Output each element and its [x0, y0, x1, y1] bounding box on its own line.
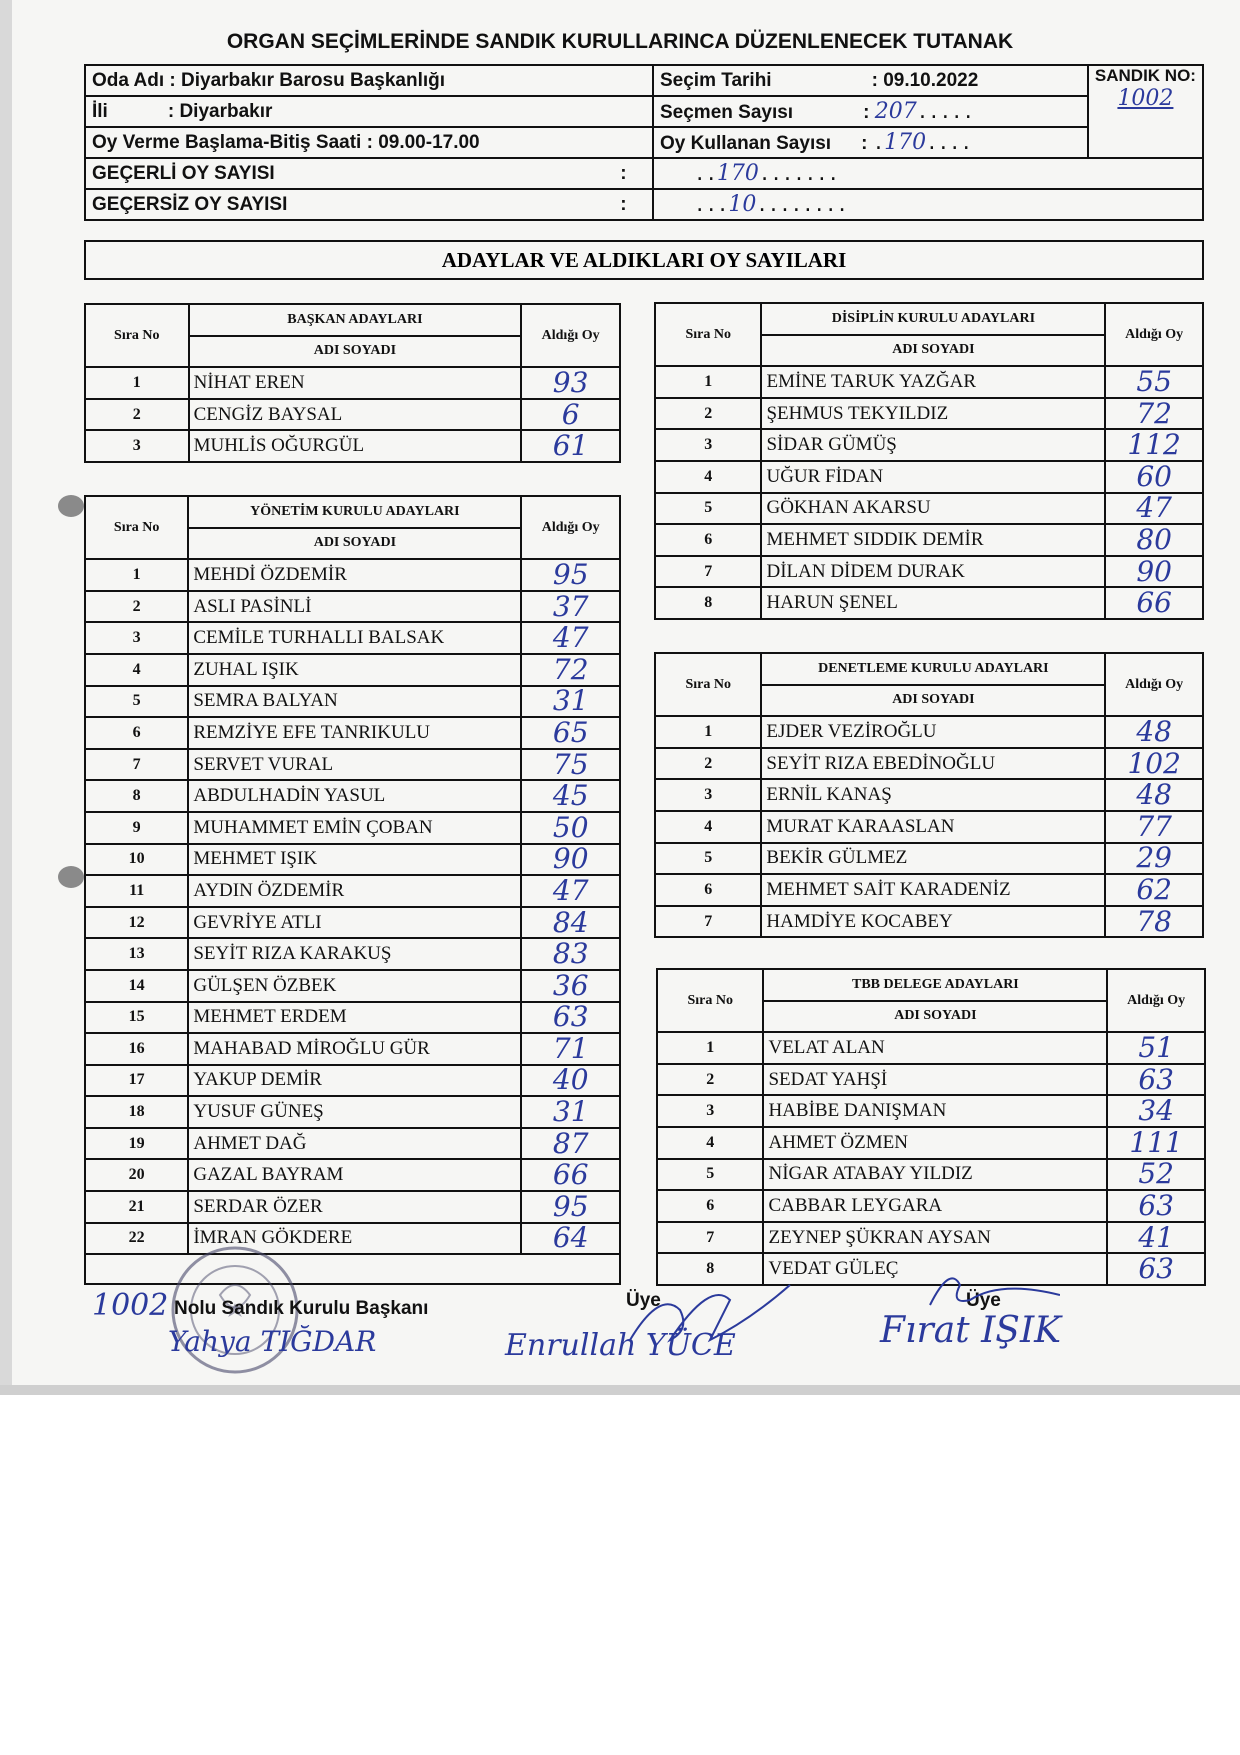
- candidate-votes: 72: [521, 654, 620, 686]
- candidate-name: SEMRA BALYAN: [188, 686, 521, 718]
- candidate-name: CABBAR LEYGARA: [763, 1190, 1107, 1222]
- candidate-votes: 31: [521, 686, 620, 718]
- sandik-no-handwritten: 1002: [92, 1288, 169, 1323]
- candidate-no: 2: [655, 748, 761, 780]
- candidate-no: 22: [85, 1223, 188, 1255]
- candidate-votes: 78: [1105, 906, 1203, 938]
- candidate-row: [85, 1065, 620, 1097]
- candidate-votes: 47: [521, 875, 620, 907]
- il-cell: İli : Diyarbakır: [85, 96, 653, 127]
- candidate-name: GÜLŞEN ÖZBEK: [188, 970, 521, 1002]
- sandik-no-value: 1002: [1117, 86, 1174, 111]
- candidate-no: 3: [85, 430, 189, 462]
- candidate-name: CENGİZ BAYSAL: [189, 399, 522, 431]
- candidate-no: 8: [657, 1253, 763, 1285]
- candidate-row: [85, 749, 620, 781]
- candidate-name: ASLI PASİNLİ: [188, 591, 521, 623]
- candidate-no: 3: [655, 779, 761, 811]
- candidate-name: BEKİR GÜLMEZ: [761, 843, 1105, 875]
- candidate-name: SEYİT RIZA KARAKUŞ: [188, 938, 521, 970]
- candidate-votes: 48: [1105, 716, 1203, 748]
- uye2-signature-scribble: [920, 1265, 1060, 1325]
- candidate-votes: 102: [1105, 748, 1203, 780]
- document-title: ORGAN SEÇİMLERİNDE SANDIK KURULLARINCA DÜZENLENECEK TUTANAK: [226, 30, 1014, 53]
- candidate-votes: 55: [1105, 366, 1203, 398]
- candidate-row: [85, 812, 620, 844]
- candidate-row: [85, 717, 620, 749]
- candidate-no: 14: [85, 970, 188, 1002]
- candidate-name: MEHDİ ÖZDEMİR: [188, 559, 521, 591]
- uye1-signature-scribble: [620, 1280, 800, 1360]
- candidate-row: [655, 366, 1203, 398]
- candidate-votes: 95: [521, 559, 620, 591]
- candidate-no: 12: [85, 907, 188, 939]
- candidate-votes: 64: [521, 1223, 620, 1255]
- baskan-signature-label: Nolu Sandık Kurulu Başkanı: [174, 1298, 429, 1319]
- candidate-row: [657, 1190, 1205, 1222]
- candidate-row: [85, 844, 620, 876]
- candidate-row: [655, 748, 1203, 780]
- candidate-row: [85, 1191, 620, 1223]
- candidate-no: 3: [85, 622, 188, 654]
- candidate-name: UĞUR FİDAN: [761, 461, 1105, 493]
- candidate-name: YUSUF GÜNEŞ: [188, 1096, 521, 1128]
- candidate-row: [655, 587, 1203, 619]
- candidate-name: SERVET VURAL: [188, 749, 521, 781]
- gecerli-label-cell: GEÇERLİ OY SAYISI: [85, 158, 614, 189]
- candidate-row: [657, 1032, 1205, 1064]
- candidate-votes: 60: [1105, 461, 1203, 493]
- candidate-no: 4: [657, 1127, 763, 1159]
- candidate-name: GÖKHAN AKARSU: [761, 493, 1105, 525]
- candidate-no: 20: [85, 1159, 188, 1191]
- candidate-row: [657, 1064, 1205, 1096]
- tbb-table: Sıra No TBB DELEGE ADAYLARI Aldığı Oy ADI SOYADI 1 VELAT ALAN 51 2 SEDAT YAHŞİ 63 3 HABİBE DANIŞMAN 34 4 AHMET ÖZMEN 111 5 NİGAR ATABAY YILDIZ 52 6 CABBAR LEYGARA 63 7 ZEYNEP ŞÜKRAN AYSAN 41 8 VEDAT GÜLEÇ 63: [656, 968, 1206, 1286]
- candidate-no: 21: [85, 1191, 188, 1223]
- gecerli-value-cell: ..170.......: [653, 158, 1203, 189]
- candidate-row: [85, 1128, 620, 1160]
- candidate-no: 13: [85, 938, 188, 970]
- candidate-no: 5: [657, 1159, 763, 1191]
- yonetim-table: Sıra No YÖNETİM KURULU ADAYLARI Aldığı Oy ADI SOYADI 1 MEHDİ ÖZDEMİR 95 2 ASLI PASİNLİ 37 3 CEMİLE TURHALLI BALSAK 47 4 ZUHAL IŞIK 72 5 SEMRA BALYAN 31 6 REMZİYE EFE TANRIKULU 65 7 SERVET VURAL 75 8 ABDULHADİN YASUL 45 9 MUHAMMET EMİN ÇOBAN 50 10 MEHMET IŞIK 90 11 AYDIN ÖZDEMİR 47 12 GEVRİYE ATLI 84 13 SEYİT RIZA KARAKUŞ 83 14 GÜLŞEN ÖZBEK 36 15 MEHMET ERDEM 63 16 MAHABAD MİROĞLU GÜR 71 17 YAKUP DEMİR 40 18 YUSUF GÜNEŞ 31 19 AHMET DAĞ 87 20 GAZAL BAYRAM 66 21 SERDAR ÖZER 95 22 İMRAN GÖKDERE 64: [84, 495, 621, 1285]
- candidate-row: [655, 524, 1203, 556]
- candidate-row: [655, 398, 1203, 430]
- scan-edge: [0, 1385, 1240, 1395]
- candidate-name: DİLAN DİDEM DURAK: [761, 556, 1105, 588]
- gecersiz-label-cell: GEÇERSİZ OY SAYISI: [85, 189, 614, 220]
- candidate-votes: 66: [1105, 587, 1203, 619]
- candidate-row: [85, 970, 620, 1002]
- candidate-votes: 36: [521, 970, 620, 1002]
- candidate-votes: 95: [521, 1191, 620, 1223]
- candidate-no: 10: [85, 844, 188, 876]
- candidate-no: 7: [657, 1222, 763, 1254]
- candidate-name: MAHABAD MİROĞLU GÜR: [188, 1033, 521, 1065]
- candidate-no: 6: [85, 717, 188, 749]
- candidate-name: EJDER VEZİROĞLU: [761, 716, 1105, 748]
- candidate-no: 5: [655, 843, 761, 875]
- candidate-no: 4: [85, 654, 188, 686]
- candidate-votes: 75: [521, 749, 620, 781]
- candidate-no: 8: [85, 780, 188, 812]
- candidate-row: [657, 1095, 1205, 1127]
- candidate-name: VEDAT GÜLEÇ: [763, 1253, 1107, 1285]
- candidate-row: [655, 874, 1203, 906]
- candidate-votes: 90: [521, 844, 620, 876]
- candidate-no: 4: [655, 811, 761, 843]
- candidate-name: İMRAN GÖKDERE: [188, 1223, 521, 1255]
- uye2-signature-label: Üye: [966, 1290, 1001, 1311]
- section-title: ADAYLAR VE ALDIKLARI OY SAYILARI: [84, 240, 1204, 280]
- candidate-no: 2: [85, 399, 189, 431]
- secmen-cell: Seçmen Sayısı : 207.....: [653, 96, 1088, 127]
- candidate-name: SİDAR GÜMÜŞ: [761, 429, 1105, 461]
- kullanan-cell: Oy Kullanan Sayısı : .170....: [653, 127, 1088, 158]
- candidate-name: CEMİLE TURHALLI BALSAK: [188, 622, 521, 654]
- disiplin-table: Sıra No DİSİPLİN KURULU ADAYLARI Aldığı Oy ADI SOYADI 1 EMİNE TARUK YAZĞAR 55 2 ŞEHMUS TEKYILDIZ 72 3 SİDAR GÜMÜŞ 112 4 UĞUR FİDAN 60 5 GÖKHAN AKARSU 47 6 MEHMET SIDDIK DEMİR 80 7 DİLAN DİDEM DURAK 90 8 HARUN ŞENEL 66: [654, 302, 1204, 620]
- candidate-votes: 50: [521, 812, 620, 844]
- candidate-no: 1: [655, 716, 761, 748]
- candidate-no: 3: [655, 429, 761, 461]
- punch-hole: [58, 866, 84, 888]
- header-table: Oda Adı : Diyarbakır Barosu Başkanlığı Seçim Tarihi : 09.10.2022 SANDIK NO: 1002 İli : Diyarbakır Seçmen Sayısı : 207..... Oy Verme Başlama-Bitiş Saati : 09.00-17.00 Oy Kullanan Sayısı : .170.... GEÇERLİ OY SAYISI : ..170....... GEÇERSİZ OY SAYISI : ...10........: [84, 64, 1204, 221]
- candidate-name: ABDULHADİN YASUL: [188, 780, 521, 812]
- candidate-votes: 37: [521, 591, 620, 623]
- candidate-name: MURAT KARAASLAN: [761, 811, 1105, 843]
- candidate-row: [657, 1222, 1205, 1254]
- candidate-row: [85, 938, 620, 970]
- candidate-row: [657, 1159, 1205, 1191]
- candidate-votes: 31: [521, 1096, 620, 1128]
- candidate-no: 3: [657, 1095, 763, 1127]
- candidate-name: VELAT ALAN: [763, 1032, 1107, 1064]
- candidate-votes: 65: [521, 717, 620, 749]
- denetleme-table: Sıra No DENETLEME KURULU ADAYLARI Aldığı Oy ADI SOYADI 1 EJDER VEZİROĞLU 48 2 SEYİT RIZA EBEDİNOĞLU 102 3 ERNİL KANAŞ 48 4 MURAT KARAASLAN 77 5 BEKİR GÜLMEZ 29 6 MEHMET SAİT KARADENİZ 62 7 HAMDİYE KOCABEY 78: [654, 652, 1204, 938]
- candidate-row: [655, 906, 1203, 938]
- candidate-no: 8: [655, 587, 761, 619]
- candidate-votes: 34: [1107, 1095, 1205, 1127]
- candidate-votes: 63: [1107, 1253, 1205, 1285]
- candidate-name: MEHMET SAİT KARADENİZ: [761, 874, 1105, 906]
- candidate-row: [655, 429, 1203, 461]
- candidate-name: EMİNE TARUK YAZĞAR: [761, 366, 1105, 398]
- candidate-no: 7: [655, 556, 761, 588]
- candidate-name: ERNİL KANAŞ: [761, 779, 1105, 811]
- candidate-no: 1: [85, 367, 189, 399]
- candidate-votes: 83: [521, 938, 620, 970]
- candidate-no: 1: [655, 366, 761, 398]
- candidate-no: 1: [85, 559, 188, 591]
- candidate-votes: 62: [1105, 874, 1203, 906]
- candidate-row: [85, 367, 620, 399]
- candidate-name: YAKUP DEMİR: [188, 1065, 521, 1097]
- candidate-name: NİGAR ATABAY YILDIZ: [763, 1159, 1107, 1191]
- candidate-row: [85, 1159, 620, 1191]
- candidate-row: [85, 654, 620, 686]
- candidate-row: [655, 779, 1203, 811]
- candidate-name: HAMDİYE KOCABEY: [761, 906, 1105, 938]
- candidate-votes: 84: [521, 907, 620, 939]
- candidate-votes: 45: [521, 780, 620, 812]
- candidate-votes: 29: [1105, 843, 1203, 875]
- candidate-no: 2: [657, 1064, 763, 1096]
- candidate-row: [85, 875, 620, 907]
- candidate-name: MUHAMMET EMİN ÇOBAN: [188, 812, 521, 844]
- candidate-name: ZEYNEP ŞÜKRAN AYSAN: [763, 1222, 1107, 1254]
- baskan-table: Sıra No BAŞKAN ADAYLARI Aldığı Oy ADI SOYADI 1 NİHAT EREN 93 2 CENGİZ BAYSAL 6 3 MUHLİS OĞURGÜL 61: [84, 303, 621, 463]
- candidate-row: [657, 1127, 1205, 1159]
- candidate-no: 7: [85, 749, 188, 781]
- candidate-no: 6: [655, 874, 761, 906]
- candidate-name: AHMET DAĞ: [188, 1128, 521, 1160]
- candidate-votes: 111: [1107, 1127, 1205, 1159]
- candidate-votes: 63: [521, 1002, 620, 1034]
- candidate-row: [655, 811, 1203, 843]
- candidate-votes: 112: [1105, 429, 1203, 461]
- candidate-votes: 47: [1105, 493, 1203, 525]
- candidate-row: [655, 716, 1203, 748]
- candidate-votes: 61: [521, 430, 620, 462]
- candidate-row: [85, 430, 620, 462]
- candidate-votes: 51: [1107, 1032, 1205, 1064]
- candidate-votes: 63: [1107, 1064, 1205, 1096]
- candidate-votes: 47: [521, 622, 620, 654]
- candidate-no: 9: [85, 812, 188, 844]
- candidate-row: [655, 843, 1203, 875]
- candidate-votes: 48: [1105, 779, 1203, 811]
- secim-tarihi-cell: Seçim Tarihi : 09.10.2022: [653, 65, 1088, 96]
- candidate-name: ŞEHMUS TEKYILDIZ: [761, 398, 1105, 430]
- candidate-name: ZUHAL IŞIK: [188, 654, 521, 686]
- candidate-votes: 41: [1107, 1222, 1205, 1254]
- candidate-name: GEVRİYE ATLI: [188, 907, 521, 939]
- oda-cell: Oda Adı : Diyarbakır Barosu Başkanlığı: [85, 65, 653, 96]
- candidate-no: 17: [85, 1065, 188, 1097]
- candidate-votes: 6: [521, 399, 620, 431]
- candidate-votes: 71: [521, 1033, 620, 1065]
- candidate-row: [85, 622, 620, 654]
- candidate-no: 4: [655, 461, 761, 493]
- candidate-name: HABİBE DANIŞMAN: [763, 1095, 1107, 1127]
- candidate-no: 1: [657, 1032, 763, 1064]
- candidate-row: [85, 591, 620, 623]
- candidate-votes: 77: [1105, 811, 1203, 843]
- candidate-name: MUHLİS OĞURGÜL: [189, 430, 522, 462]
- candidate-votes: 63: [1107, 1190, 1205, 1222]
- candidate-name: SEYİT RIZA EBEDİNOĞLU: [761, 748, 1105, 780]
- candidate-name: AHMET ÖZMEN: [763, 1127, 1107, 1159]
- sandik-no-cell: SANDIK NO: 1002: [1088, 65, 1203, 158]
- candidate-votes: 90: [1105, 556, 1203, 588]
- candidate-name: SERDAR ÖZER: [188, 1191, 521, 1223]
- candidate-votes: 66: [521, 1159, 620, 1191]
- candidate-row: [85, 399, 620, 431]
- candidate-no: 15: [85, 1002, 188, 1034]
- candidate-name: MEHMET SIDDIK DEMİR: [761, 524, 1105, 556]
- saat-cell: Oy Verme Başlama-Bitiş Saati : 09.00-17.00: [85, 127, 653, 158]
- candidate-votes: 72: [1105, 398, 1203, 430]
- candidate-row: [85, 907, 620, 939]
- candidate-no: 5: [655, 493, 761, 525]
- candidate-no: 5: [85, 686, 188, 718]
- candidate-no: 6: [657, 1190, 763, 1222]
- candidate-row: [85, 686, 620, 718]
- candidate-no: 7: [655, 906, 761, 938]
- candidate-row: [85, 559, 620, 591]
- candidate-no: 2: [655, 398, 761, 430]
- candidate-row: [655, 493, 1203, 525]
- candidate-no: 2: [85, 591, 188, 623]
- candidate-row: [655, 556, 1203, 588]
- candidate-no: 16: [85, 1033, 188, 1065]
- candidate-name: SEDAT YAHŞİ: [763, 1064, 1107, 1096]
- candidate-row: [655, 461, 1203, 493]
- punch-hole: [58, 495, 84, 517]
- candidate-no: 19: [85, 1128, 188, 1160]
- candidate-votes: 40: [521, 1065, 620, 1097]
- uye1-signature: Enrullah YÜCE: [505, 1328, 736, 1363]
- candidate-name: GAZAL BAYRAM: [188, 1159, 521, 1191]
- candidate-votes: 52: [1107, 1159, 1205, 1191]
- candidate-row: [85, 1096, 620, 1128]
- candidate-name: MEHMET IŞIK: [188, 844, 521, 876]
- uye1-signature-label: Üye: [626, 1290, 661, 1311]
- candidate-row: [85, 1033, 620, 1065]
- baskan-signature: Yahya TIĞDAR: [168, 1325, 377, 1358]
- uye2-signature: Fırat IŞIK: [880, 1310, 1062, 1351]
- candidate-no: 18: [85, 1096, 188, 1128]
- candidate-no: 11: [85, 875, 188, 907]
- candidate-votes: 87: [521, 1128, 620, 1160]
- gecersiz-value-cell: ...10........: [653, 189, 1203, 220]
- candidate-name: MEHMET ERDEM: [188, 1002, 521, 1034]
- candidate-name: REMZİYE EFE TANRIKULU: [188, 717, 521, 749]
- candidate-no: 6: [655, 524, 761, 556]
- candidate-row: [85, 780, 620, 812]
- candidate-votes: 80: [1105, 524, 1203, 556]
- candidate-votes: 93: [521, 367, 620, 399]
- candidate-row: [85, 1002, 620, 1034]
- candidate-name: HARUN ŞENEL: [761, 587, 1105, 619]
- candidate-name: NİHAT EREN: [189, 367, 522, 399]
- candidate-name: AYDIN ÖZDEMİR: [188, 875, 521, 907]
